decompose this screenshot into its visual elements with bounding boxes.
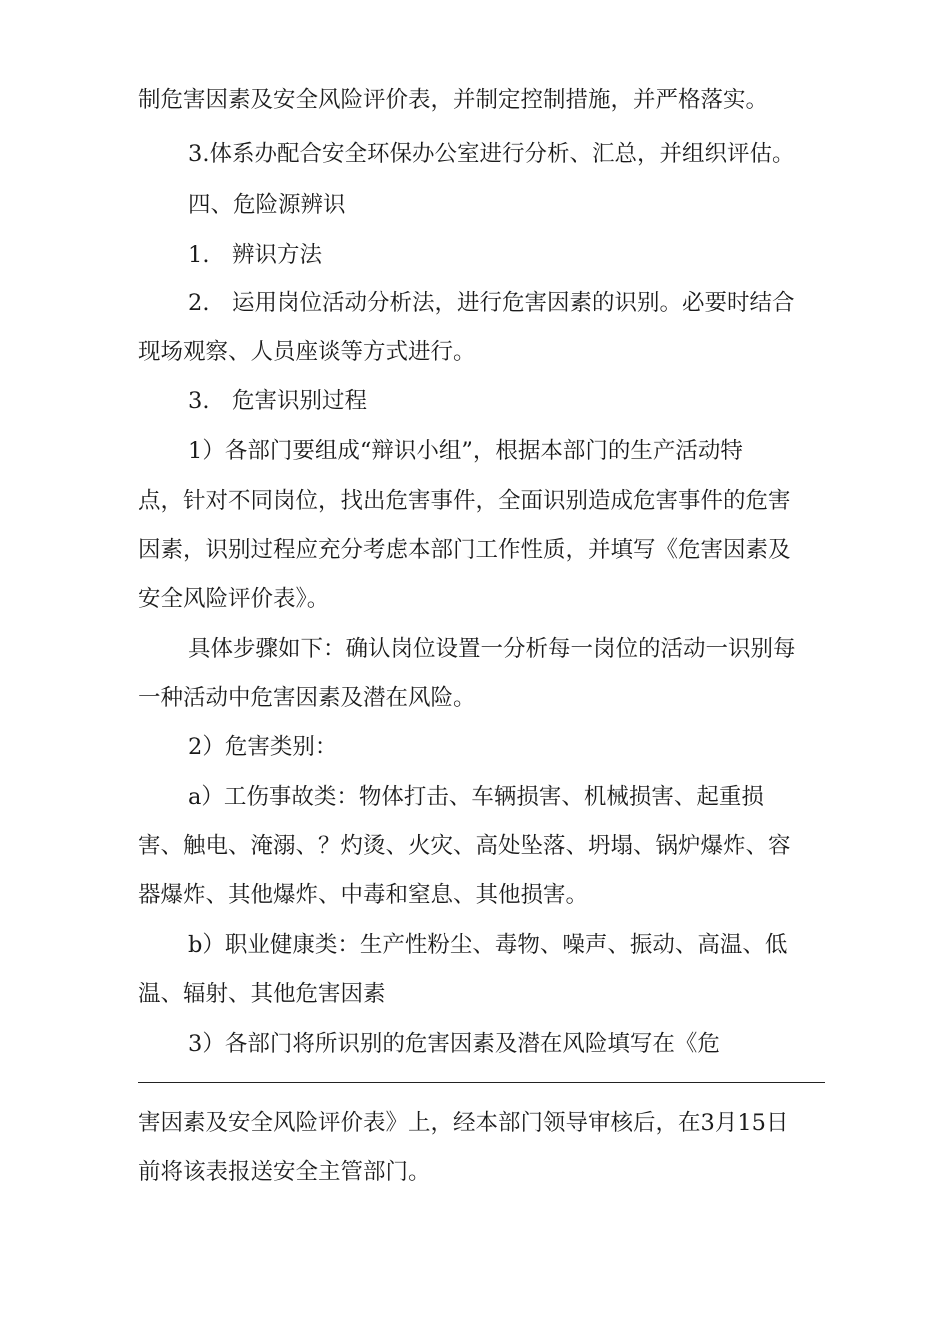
section-heading: 四、危险源辨识 (188, 192, 346, 218)
text-line: 害、触电、淹溺、？灼烫、火灾、高处坠落、坍塌、锅炉爆炸、容 (138, 833, 791, 859)
text-line: 前将该表报送安全主管部门。 (138, 1159, 431, 1185)
text-line: 3）各部门将所识别的危害因素及潜在风险填写在《危 (188, 1031, 720, 1057)
text-line: 2. 运用岗位活动分析法，进行危害因素的识别。必要时结合 (188, 290, 795, 316)
text-line: 安全风险评价表》。 (138, 586, 330, 612)
text-line: 3. 危害识别过程 (188, 388, 367, 414)
text-line: 现场观察、人员座谈等方式进行。 (138, 339, 476, 365)
text-line: 2）危害类别： (188, 734, 338, 760)
text-line: 一种活动中危害因素及潜在风险。 (138, 685, 476, 711)
text-line: 器爆炸、其他爆炸、中毒和窒息、其他损害。 (138, 882, 589, 908)
text-line: 1. 辨识方法 (188, 242, 322, 268)
text-line: 具体步骤如下：确认岗位设置一分析每一岗位的活动一识别每 (188, 636, 796, 662)
text-line: b）职业健康类：生产性粉尘、毒物、噪声、振动、高温、低 (188, 932, 788, 958)
text-line: 制危害因素及安全风险评价表，并制定控制措施，并严格落实。 (138, 87, 769, 113)
text-line: 3.体系办配合安全环保办公室进行分析、汇总，并组织评估。 (188, 141, 795, 167)
text-line: a）工伤事故类：物体打击、车辆损害、机械损害、起重损 (188, 784, 764, 810)
text-line: 1）各部门要组成“辩识小组”，根据本部门的生产活动特 (188, 438, 743, 464)
text-line: 温、辐射、其他危害因素 (138, 981, 386, 1007)
text-line: 害因素及安全风险评价表》上，经本部门领导审核后，在3月15日 (138, 1110, 789, 1136)
text-line: 因素，识别过程应充分考虑本部门工作性质，并填写《危害因素及 (138, 537, 791, 563)
text-line: 点，针对不同岗位，找出危害事件，全面识别造成危害事件的危害 (138, 488, 791, 514)
page-divider (138, 1082, 825, 1083)
